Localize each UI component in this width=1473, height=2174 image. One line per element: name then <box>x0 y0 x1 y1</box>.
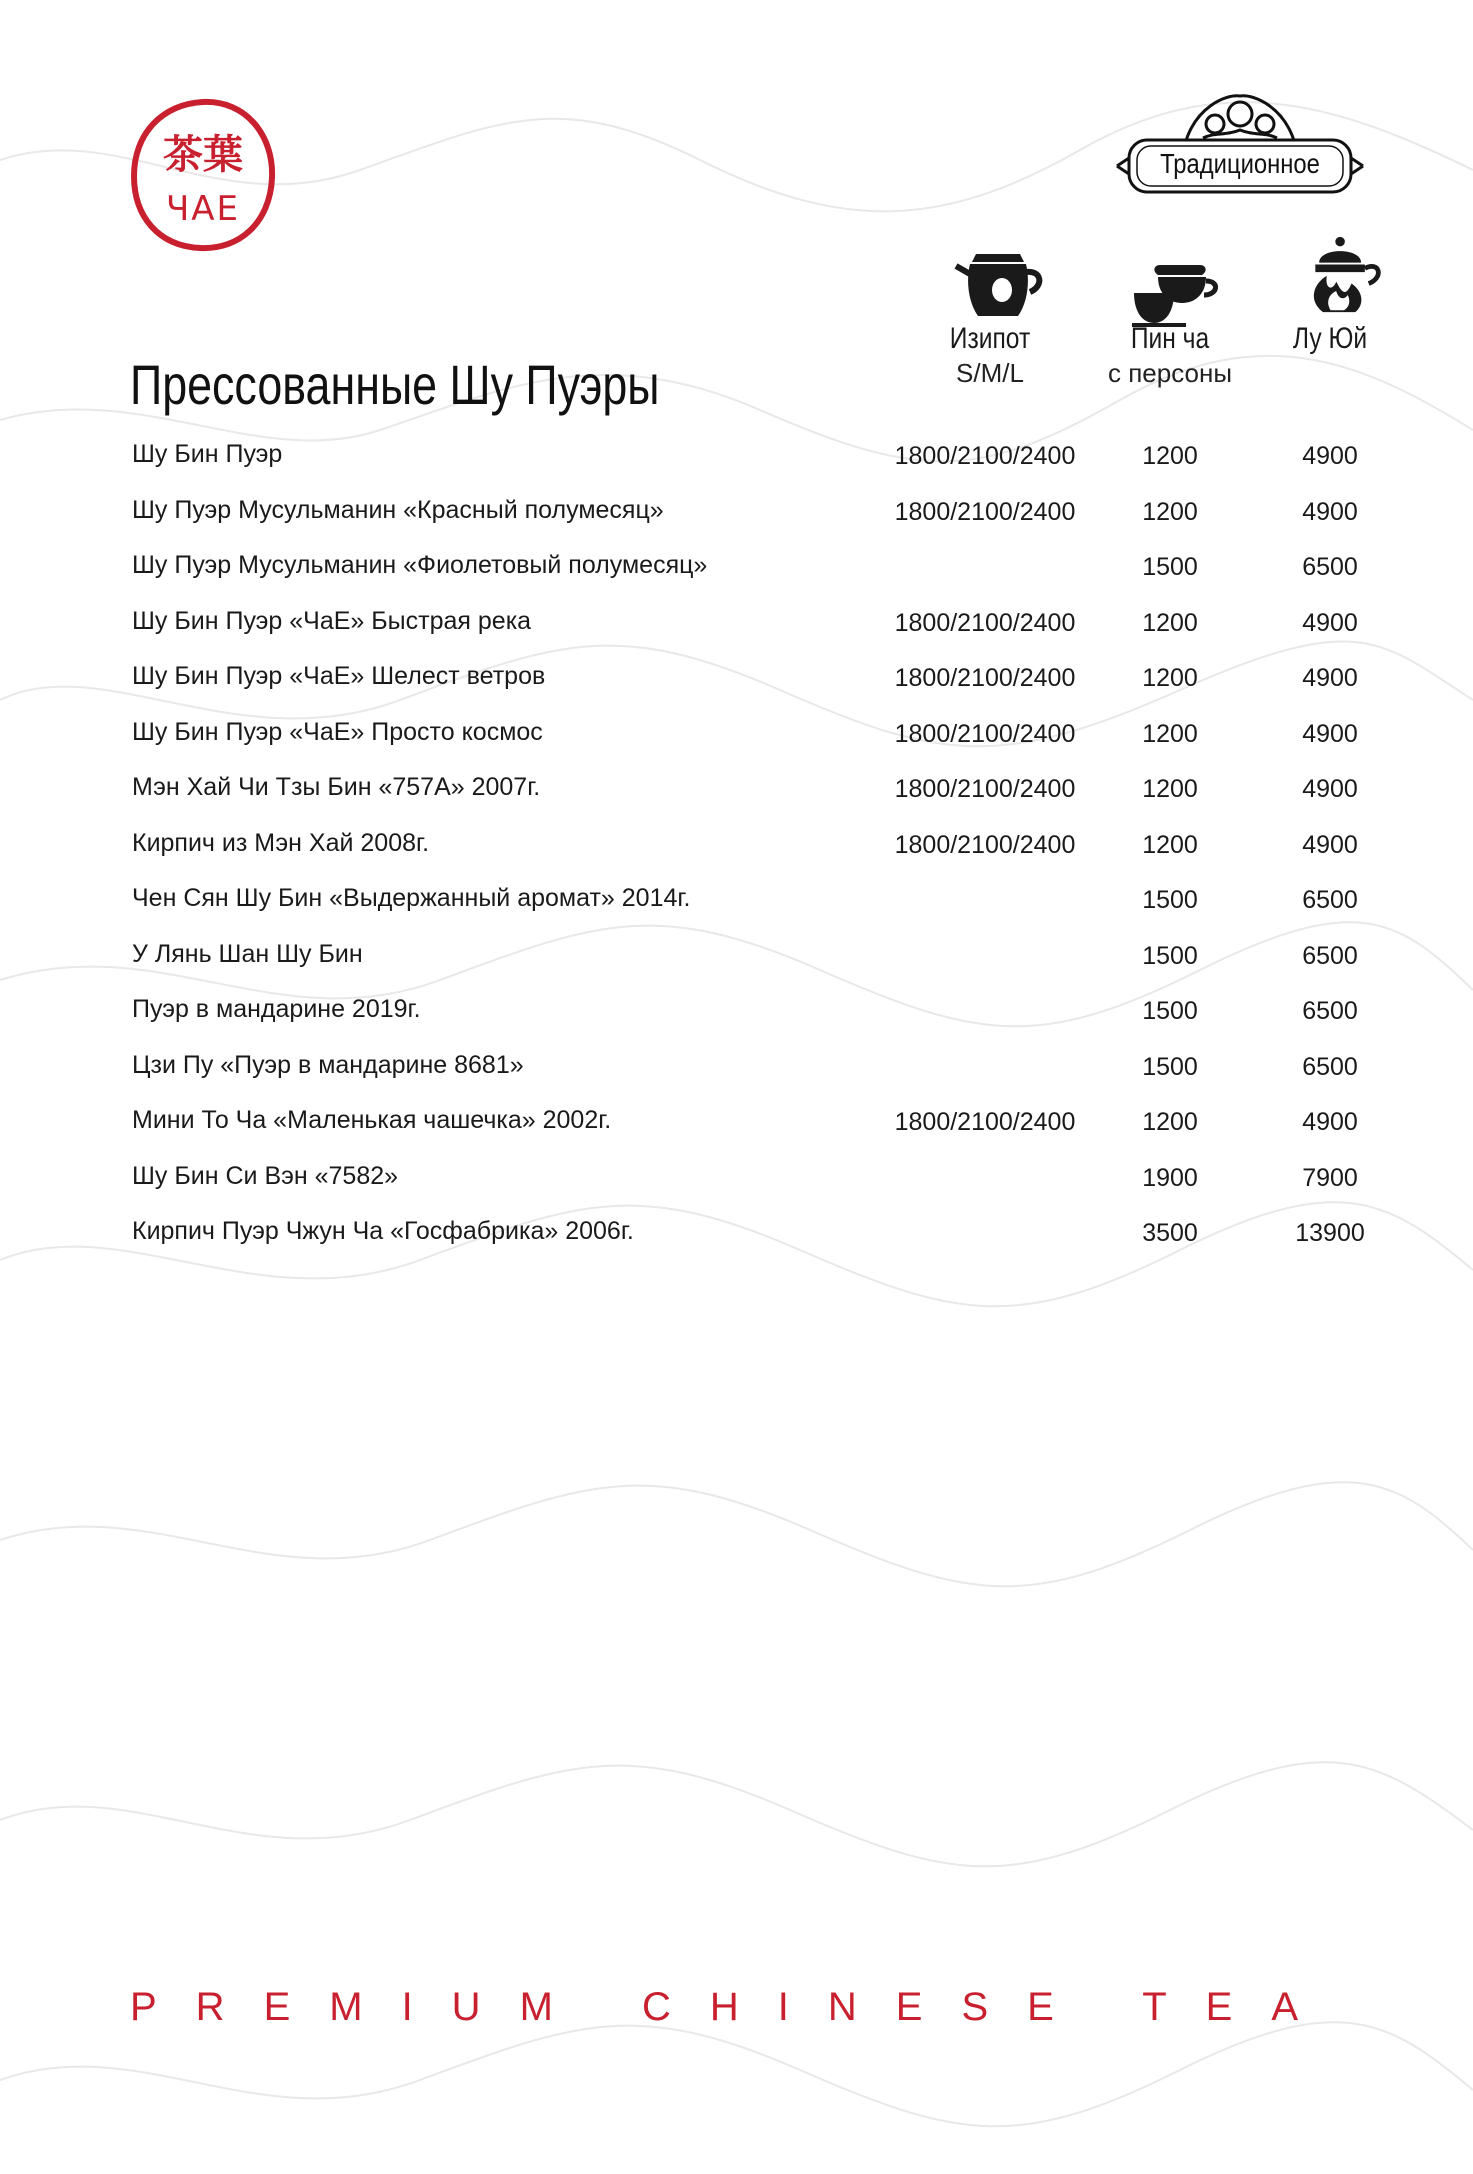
price-pin-cha: 3500 <box>1142 1219 1198 1247</box>
price-lu-yui: 4900 <box>1302 719 1358 748</box>
menu-row <box>0 773 1473 828</box>
item-name: Чен Сян Шу Бин «Выдержанный аромат» 2014г. <box>132 884 691 912</box>
price-lu-yui: 6500 <box>1302 997 1358 1025</box>
clay-teapot-icon <box>952 240 1044 320</box>
price-izipot: 1800/2100/2400 <box>894 719 1076 748</box>
brand-logo <box>128 96 278 256</box>
item-name: Кирпич из Мэн Хай 2008г. <box>132 828 430 857</box>
price-pin-cha: 1500 <box>1142 941 1198 970</box>
price-pin-cha: 1200 <box>1142 775 1198 803</box>
price-pin-cha: 1200 <box>1142 830 1198 859</box>
price-lu-yui: 4900 <box>1302 608 1358 637</box>
column-title: Лу Юй <box>1292 322 1368 355</box>
menu-row <box>0 1051 1473 1106</box>
price-pin-cha: 1200 <box>1142 719 1198 748</box>
price-izipot: 1800/2100/2400 <box>894 664 1076 692</box>
menu-row <box>0 995 1473 1050</box>
price-lu-yui: 4900 <box>1302 1108 1358 1136</box>
item-name: Мини То Ча «Маленькая чашечка» 2002г. <box>132 1106 612 1134</box>
menu-row <box>0 1217 1473 1272</box>
section-title: Прессованные Шу Пуэры <box>130 353 660 416</box>
price-pin-cha: 1200 <box>1142 497 1198 526</box>
item-name: Кирпич Пуэр Чжун Ча «Госфабрика» 2006г. <box>132 1217 634 1245</box>
menu-row <box>0 662 1473 717</box>
price-izipot: 1800/2100/2400 <box>894 442 1076 470</box>
item-name: Шу Бин Пуэр «ЧаЕ» Быстрая река <box>132 606 532 635</box>
menu-row <box>0 440 1473 495</box>
price-pin-cha: 1500 <box>1142 1052 1198 1081</box>
price-izipot: 1800/2100/2400 <box>894 497 1076 526</box>
item-name: Пуэр в мандарине 2019г. <box>132 995 421 1023</box>
price-izipot: 1800/2100/2400 <box>894 775 1076 803</box>
item-name: Шу Бин Пуэр <box>132 440 283 468</box>
price-lu-yui: 7900 <box>1302 1163 1358 1192</box>
menu-row <box>0 496 1473 551</box>
price-izipot: 1800/2100/2400 <box>894 608 1076 637</box>
price-pin-cha: 1200 <box>1142 664 1198 692</box>
column-title: Пин ча <box>1130 322 1210 355</box>
price-izipot: 1800/2100/2400 <box>894 830 1076 859</box>
column-header-lu-yui <box>1270 322 1390 356</box>
price-lu-yui: 4900 <box>1302 497 1358 526</box>
price-pin-cha: 1500 <box>1142 886 1198 914</box>
item-name: Шу Бин Си Вэн «7582» <box>132 1161 399 1190</box>
menu-row <box>0 829 1473 884</box>
price-lu-yui: 4900 <box>1302 664 1358 692</box>
price-lu-yui: 6500 <box>1302 553 1358 581</box>
floral-ornament-icon <box>1115 88 1365 200</box>
traditional-banner <box>1115 88 1365 200</box>
banner-label: Традиционное <box>1160 148 1320 179</box>
price-pin-cha: 1900 <box>1142 1163 1198 1192</box>
price-lu-yui: 4900 <box>1302 830 1358 859</box>
column-title: Изипот <box>949 322 1031 355</box>
item-name: Цзи Пу «Пуэр в мандарине 8681» <box>132 1050 524 1079</box>
price-pin-cha: 1200 <box>1142 442 1198 470</box>
price-lu-yui: 13900 <box>1295 1219 1365 1247</box>
price-lu-yui: 6500 <box>1302 1052 1358 1081</box>
menu-row <box>0 940 1473 995</box>
item-name: У Лянь Шан Шу Бин <box>132 939 363 968</box>
item-name: Шу Бин Пуэр «ЧаЕ» Шелест ветров <box>132 662 546 690</box>
price-pin-cha: 1200 <box>1142 608 1198 637</box>
column-subtitle: S/M/L <box>956 358 1024 388</box>
logo-text: ЧАЕ <box>165 189 241 229</box>
item-name: Шу Пуэр Мусульманин «Фиолетовый полумесяц» <box>132 551 708 579</box>
price-pin-cha: 1500 <box>1142 997 1198 1025</box>
menu-row <box>0 1162 1473 1217</box>
menu-row <box>0 884 1473 939</box>
price-lu-yui: 4900 <box>1302 442 1358 470</box>
item-name: Шу Бин Пуэр «ЧаЕ» Просто космос <box>132 717 543 746</box>
price-lu-yui: 6500 <box>1302 886 1358 914</box>
column-subtitle: с персоны <box>1107 358 1233 388</box>
price-izipot: 1800/2100/2400 <box>894 1108 1076 1136</box>
column-header-pin-cha <box>1090 322 1250 390</box>
price-pin-cha: 1500 <box>1142 553 1198 581</box>
menu-row <box>0 607 1473 662</box>
price-lu-yui: 6500 <box>1302 941 1358 970</box>
menu-row <box>0 551 1473 606</box>
price-pin-cha: 1200 <box>1142 1108 1198 1136</box>
item-name: Шу Пуэр Мусульманин «Красный полумесяц» <box>132 495 664 524</box>
logo-hanzi: 茶葉 <box>163 132 243 178</box>
menu-row <box>0 718 1473 773</box>
column-header-izipot <box>920 322 1060 390</box>
menu-row <box>0 1106 1473 1161</box>
price-lu-yui: 4900 <box>1302 775 1358 803</box>
footer-tagline: PREMIUM CHINESE TEA <box>130 1985 1337 2029</box>
kettle-on-fire-icon <box>1296 234 1388 314</box>
item-name: Мэн Хай Чи Тзы Бин «757А» 2007г. <box>132 773 541 801</box>
